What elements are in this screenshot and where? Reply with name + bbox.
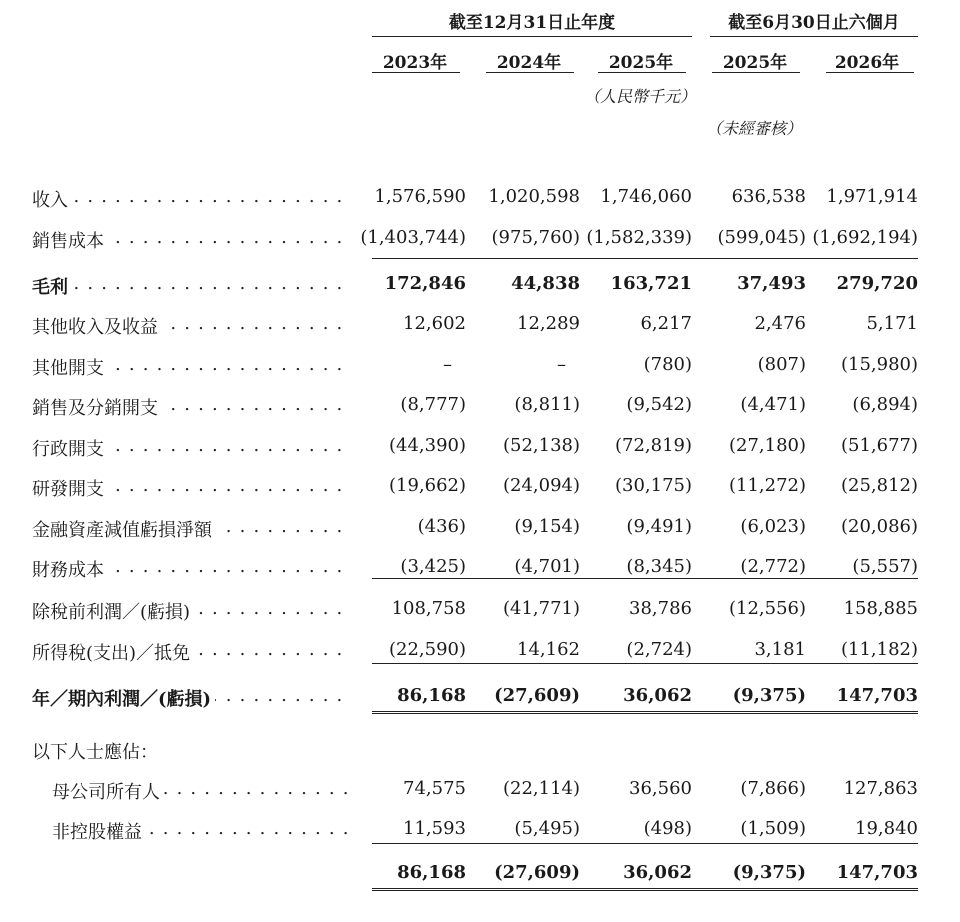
cell: 11,593	[403, 818, 466, 839]
row-label: 其他開支	[32, 358, 108, 379]
cell: (11,272)	[728, 475, 806, 496]
year-underline-1	[372, 72, 460, 73]
cell: –	[443, 354, 452, 375]
cell: 12,602	[403, 313, 466, 334]
cell: 1,576,590	[374, 186, 466, 207]
cell: (2,772)	[740, 556, 806, 577]
row-label: 除稅前利潤／(虧損)	[32, 602, 194, 623]
subtotal-rule	[372, 258, 918, 259]
cell: (51,677)	[840, 435, 918, 456]
cell: (8,345)	[626, 556, 692, 577]
table-row-impairment	[0, 506, 960, 546]
cell: 5,171	[866, 313, 918, 334]
total-double-rule	[372, 711, 918, 714]
table-row-attributable-heading	[0, 728, 960, 768]
cell: 147,703	[836, 862, 918, 883]
row-label: 母公司所有人	[52, 782, 164, 803]
cell: (5,557)	[852, 556, 918, 577]
cell: (27,609)	[494, 685, 580, 706]
year-underline-2	[486, 72, 574, 73]
cell: 74,575	[403, 778, 466, 799]
subtotal-rule	[372, 843, 918, 844]
cell: (44,390)	[388, 435, 466, 456]
half-year-group-underline	[710, 36, 918, 37]
subtotal-rule	[372, 663, 918, 664]
cell: (4,471)	[740, 394, 806, 415]
table-row-rnd-expenses	[0, 465, 960, 505]
cell: 38,786	[629, 598, 692, 619]
cell: (20,086)	[840, 516, 918, 537]
cell: (8,811)	[514, 394, 580, 415]
cell: (27,609)	[494, 862, 580, 883]
row-label: 銷售及分銷開支	[32, 398, 162, 419]
subtotal-rule	[372, 578, 918, 579]
cell: 14,162	[517, 639, 580, 660]
cell: (599,045)	[717, 227, 806, 248]
cell: (5,495)	[514, 818, 580, 839]
year-underline-4	[712, 72, 800, 73]
full-year-group-underline	[372, 36, 692, 37]
cell: (12,556)	[728, 598, 806, 619]
cell: (6,023)	[740, 516, 806, 537]
cell: 636,538	[731, 186, 806, 207]
cell: 2,476	[754, 313, 806, 334]
cell: (11,182)	[840, 639, 918, 660]
cell: (1,509)	[740, 818, 806, 839]
table-row-cost-of-sales	[0, 217, 960, 257]
year-header-2: 2024年	[496, 53, 562, 73]
cell: 1,971,914	[826, 186, 918, 207]
cell: 108,758	[391, 598, 466, 619]
cell: (6,894)	[852, 394, 918, 415]
table-row-attributable-total	[0, 852, 960, 892]
currency-note: （人民幣千元）	[584, 87, 697, 106]
year-underline-5	[826, 72, 914, 73]
cell: 279,720	[836, 273, 918, 294]
cell: (1,403,744)	[360, 227, 466, 248]
half-year-group-title: 截至6月30日止六個月	[728, 13, 900, 33]
table-row-admin-expenses	[0, 425, 960, 465]
cell: 147,703	[836, 685, 918, 706]
cell: (436)	[417, 516, 466, 537]
row-label: 行政開支	[32, 439, 108, 460]
full-year-group-title: 截至12月31日止年度	[448, 13, 616, 33]
cell: (780)	[643, 354, 692, 375]
cell: 19,840	[855, 818, 918, 839]
cell: (25,812)	[840, 475, 918, 496]
cell: (975,760)	[491, 227, 580, 248]
cell: 12,289	[517, 313, 580, 334]
cell: (72,819)	[614, 435, 692, 456]
table-row-finance-costs	[0, 546, 960, 586]
row-label: 其他收入及收益	[32, 317, 162, 338]
cell: 158,885	[843, 598, 918, 619]
cell: 36,560	[629, 778, 692, 799]
table-row-non-controlling	[0, 808, 960, 848]
cell: (52,138)	[502, 435, 580, 456]
row-label: 毛利	[32, 277, 72, 298]
cell: (8,777)	[400, 394, 466, 415]
cell: 127,863	[843, 778, 918, 799]
row-label: 年／期內利潤／(虧損)	[32, 689, 215, 710]
cell: –	[557, 354, 566, 375]
table-row-owners-of-parent	[0, 768, 960, 808]
table-row-profit-for-period	[0, 675, 960, 715]
cell: 172,846	[384, 273, 466, 294]
cell: (3,425)	[400, 556, 466, 577]
cell: (498)	[643, 818, 692, 839]
cell: 163,721	[610, 273, 692, 294]
cell: (1,692,194)	[812, 227, 918, 248]
cell: (15,980)	[840, 354, 918, 375]
table-row-selling-expenses	[0, 384, 960, 424]
cell: (9,154)	[514, 516, 580, 537]
table-row-profit-before-tax	[0, 588, 960, 628]
cell: (2,724)	[626, 639, 692, 660]
row-label: 金融資產減值虧損淨額	[32, 520, 216, 541]
row-label: 所得稅(支出)／抵免	[32, 643, 194, 664]
year-underline-3	[598, 72, 686, 73]
cell: (22,114)	[502, 778, 580, 799]
cell: (4,701)	[514, 556, 580, 577]
row-label: 非控股權益	[52, 822, 146, 843]
cell: 44,838	[511, 273, 580, 294]
table-row-other-income	[0, 303, 960, 343]
cell: 1,020,598	[488, 186, 580, 207]
cell: (1,582,339)	[586, 227, 692, 248]
cell: (807)	[757, 354, 806, 375]
cell: 36,062	[623, 862, 692, 883]
cell: 37,493	[737, 273, 806, 294]
row-label: 收入	[32, 190, 72, 211]
total-double-rule	[372, 888, 918, 891]
year-header-1: 2023年	[382, 53, 448, 73]
year-header-5: 2026年	[834, 53, 900, 73]
year-header-4: 2025年	[722, 53, 788, 73]
unaudited-note: （未經審核）	[706, 119, 803, 138]
row-label: 銷售成本	[32, 231, 108, 252]
cell: 86,168	[397, 685, 466, 706]
table-row-gross-profit	[0, 263, 960, 303]
cell: 6,217	[640, 313, 692, 334]
row-label: 以下人士應佔：	[32, 742, 232, 763]
row-label: 研發開支	[32, 479, 108, 500]
cell: 1,746,060	[600, 186, 692, 207]
cell: 86,168	[397, 862, 466, 883]
cell: (24,094)	[502, 475, 580, 496]
cell: (9,491)	[626, 516, 692, 537]
cell: (9,542)	[626, 394, 692, 415]
cell: 3,181	[754, 639, 806, 660]
cell: (27,180)	[728, 435, 806, 456]
cell: (19,662)	[388, 475, 466, 496]
row-label: 財務成本	[32, 560, 108, 581]
cell: (41,771)	[502, 598, 580, 619]
year-header-3: 2025年	[608, 53, 674, 73]
table-row-revenue	[0, 176, 960, 216]
table-row-other-expenses	[0, 344, 960, 384]
cell: (9,375)	[732, 685, 806, 706]
cell: 36,062	[623, 685, 692, 706]
cell: (30,175)	[614, 475, 692, 496]
cell: (9,375)	[732, 862, 806, 883]
cell: (7,866)	[740, 778, 806, 799]
cell: (22,590)	[388, 639, 466, 660]
